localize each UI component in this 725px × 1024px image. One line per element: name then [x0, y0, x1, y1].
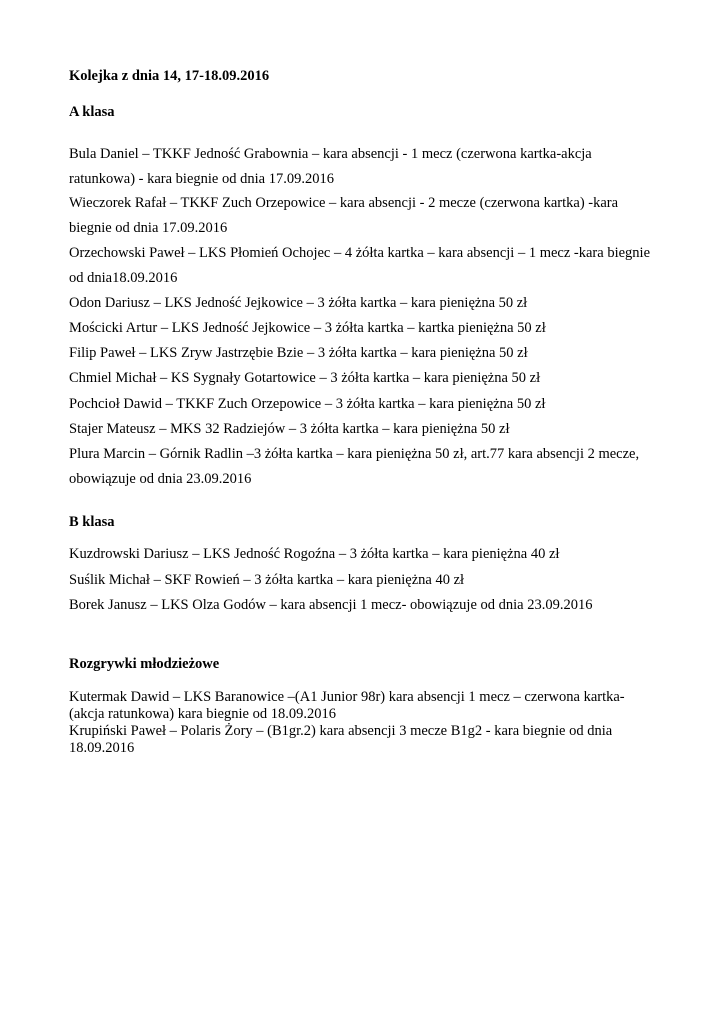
document-title: Kolejka z dnia 14, 17-18.09.2016: [69, 68, 270, 84]
penalty-line: (akcja ratunkowa) kara biegnie od 18.09.2016: [69, 706, 336, 722]
penalty-line: biegnie od dnia 17.09.2016: [69, 220, 228, 236]
penalty-line: Chmiel Michał – KS Sygnały Gotartowice – 3 żółta kartka – kara pieniężna 50 zł: [69, 370, 541, 386]
section-heading-a-klasa: A klasa: [69, 104, 115, 120]
penalty-line: Pochcioł Dawid – TKKF Zuch Orzepowice – 3 żółta kartka – kara pieniężna 50 zł: [69, 396, 546, 412]
section-heading-b-klasa: B klasa: [69, 514, 115, 530]
penalty-line: Kuzdrowski Dariusz – LKS Jedność Rogoźna – 3 żółta kartka – kara pieniężna 40 zł: [69, 546, 560, 562]
penalty-line: Krupiński Paweł – Polaris Żory – (B1gr.2) kara absencji 3 mecze B1g2 - kara biegnie od dnia: [69, 723, 613, 739]
section-heading-rozgrywki-mlodziezowe: Rozgrywki młodzieżowe: [69, 656, 220, 672]
penalty-line: Plura Marcin – Górnik Radlin –3 żółta kartka – kara pieniężna 50 zł, art.77 kara absencji 2 mecze,: [69, 446, 640, 462]
penalty-line: Odon Dariusz – LKS Jedność Jejkowice – 3 żółta kartka – kara pieniężna 50 zł: [69, 295, 528, 311]
penalty-line: Borek Janusz – LKS Olza Godów – kara absencji 1 mecz- obowiązuje od dnia 23.09.2016: [69, 597, 593, 613]
penalty-line: Wieczorek Rafał – TKKF Zuch Orzepowice – kara absencji - 2 mecze (czerwona kartka) -kara: [69, 195, 619, 211]
penalty-line: Suślik Michał – SKF Rowień – 3 żółta kartka – kara pieniężna 40 zł: [69, 572, 465, 588]
penalty-line: ratunkowa) - kara biegnie od dnia 17.09.2016: [69, 171, 334, 187]
penalty-line: Filip Paweł – LKS Zryw Jastrzębie Bzie – 3 żółta kartka – kara pieniężna 50 zł: [69, 345, 528, 361]
penalty-line: od dnia18.09.2016: [69, 270, 178, 286]
penalty-line: Stajer Mateusz – MKS 32 Radziejów – 3 żółta kartka – kara pieniężna 50 zł: [69, 421, 510, 437]
penalty-line: Orzechowski Paweł – LKS Płomień Ochojec – 4 żółta kartka – kara absencji – 1 mecz -kara biegnie: [69, 245, 651, 261]
penalty-line: Kutermak Dawid – LKS Baranowice –(A1 Junior 98r) kara absencji 1 mecz – czerwona kartka-: [69, 689, 625, 705]
penalty-line: 18.09.2016: [69, 740, 135, 756]
penalty-line: Mościcki Artur – LKS Jedność Jejkowice – 3 żółta kartka – kartka pieniężna 50 zł: [69, 320, 546, 336]
penalty-line: Bula Daniel – TKKF Jedność Grabownia – kara absencji - 1 mecz (czerwona kartka-akcja: [69, 146, 592, 162]
penalty-line: obowiązuje od dnia 23.09.2016: [69, 471, 252, 487]
